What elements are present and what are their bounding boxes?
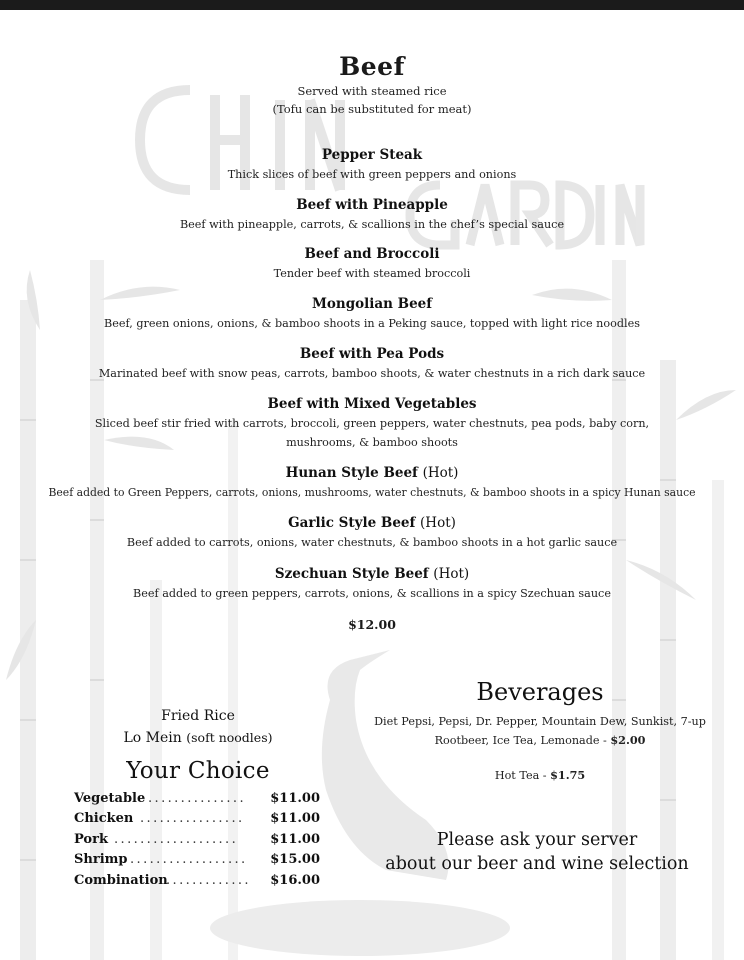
choice-row-combination: Combination ............. $16.00: [74, 873, 320, 888]
dish-desc-mongolian-beef: Beef, green onions, onions, & bamboo shoots in a Peking sauce, topped with light rice noodles: [104, 317, 640, 330]
beverages-list-line-2: Rootbeer, Ice Tea, Lemonade - $2.00: [434, 733, 646, 747]
beef-price: $12.00: [348, 617, 396, 632]
dish-name-szechuan-style-beef: Szechuan Style Beef (Hot): [274, 566, 470, 582]
dish-name-beef-pea-pods: Beef with Pea Pods: [299, 346, 445, 362]
dish-desc-beef-broccoli: Tender beef with steamed broccoli: [273, 267, 471, 280]
dish-desc-pepper-steak: Thick slices of beef with green peppers and onions: [227, 168, 517, 181]
beer-wine-note-line-1: Please ask your server: [436, 830, 638, 850]
dish-name-beef-broccoli: Beef and Broccoli: [304, 246, 440, 262]
dish-name-pepper-steak: Pepper Steak: [321, 147, 423, 163]
hot-tea-line: Hot Tea - $1.75: [494, 768, 586, 782]
dish-desc-beef-mixed-vegetables: Sliced beef stir fried with carrots, broccoli, green peppers, water chestnuts, pea pods, baby corn,: [94, 417, 650, 430]
dish-desc-beef-pea-pods: Marinated beef with snow peas, carrots, bamboo shoots, & water chestnuts in a rich dark sauce: [98, 367, 646, 380]
dish-name-garlic-style-beef: Garlic Style Beef (Hot): [288, 515, 456, 531]
beverages-list-line-1: Diet Pepsi, Pepsi, Dr. Pepper, Mountain Dew, Sunkist, 7-up: [374, 715, 706, 728]
dish-desc-szechuan-style-beef: Beef added to green peppers, carrots, onions, & scallions in a spicy Szechuan sauce: [133, 587, 611, 600]
dish-desc-beef-mixed-vegetables-cont: mushrooms, & bamboo shoots: [286, 436, 458, 449]
dish-name-beef-pineapple: Beef with Pineapple: [296, 197, 448, 213]
lo-mein-label: Lo Mein (soft noodles): [123, 730, 273, 746]
lo-mein-note: (soft noodles): [186, 730, 273, 745]
dish-desc-garlic-style-beef: Beef added to carrots, onions, water chestnuts, & bamboo shoots in a hot garlic sauce: [126, 536, 618, 549]
your-choice-title: Your Choice: [126, 758, 270, 784]
beverages-price: $2.00: [610, 733, 646, 747]
heat-label: (Hot): [420, 515, 456, 531]
dish-name-mongolian-beef: Mongolian Beef: [311, 296, 433, 312]
choice-row-chicken: Chicken ................ $11.00: [74, 811, 320, 826]
beverages-title: Beverages: [476, 678, 604, 706]
choice-row-pork: Pork ................... $11.00: [74, 832, 320, 847]
fried-rice-label: Fried Rice: [161, 708, 235, 724]
dish-desc-hunan-style-beef: Beef added to Green Peppers, carrots, onions, mushrooms, water chestnuts, & bamboo shoots in a spicy Hunan sauce: [48, 486, 696, 499]
choice-row-vegetable: Vegetable ............... $11.00: [74, 791, 320, 806]
dish-desc-beef-pineapple: Beef with pineapple, carrots, & scallions in the chef’s special sauce: [179, 218, 565, 231]
heat-label: (Hot): [433, 566, 470, 582]
dish-name-hunan-style-beef: Hunan Style Beef (Hot): [285, 465, 459, 481]
dish-name-beef-mixed-vegetables: Beef with Mixed Vegetables: [267, 396, 477, 412]
hot-tea-price: $1.75: [550, 768, 586, 782]
section-subtitle: Served with steamed rice: [297, 84, 447, 98]
choice-row-shrimp: Shrimp .................. $15.00: [74, 852, 320, 867]
section-subtitle-note: (Tofu can be substituted for meat): [272, 102, 472, 116]
section-title-beef: Beef: [339, 52, 405, 81]
beer-wine-note-line-2: about our beer and wine selection: [385, 854, 689, 874]
heat-label: (Hot): [422, 465, 459, 481]
